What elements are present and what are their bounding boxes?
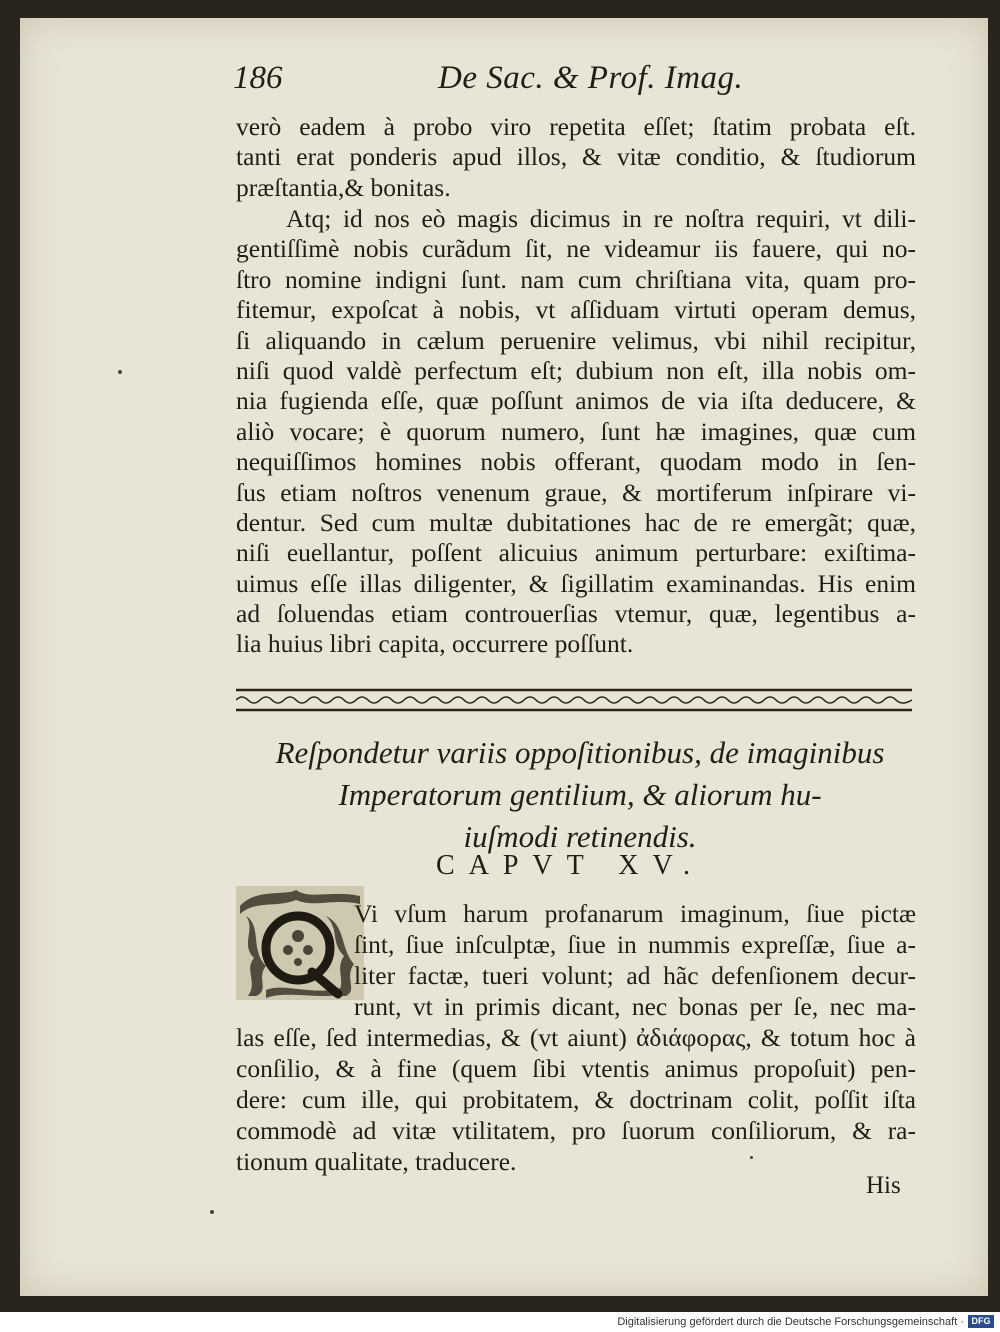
text-line: runt, vt in primis dicant, nec bonas per ſe, nec ma-: [354, 992, 916, 1021]
text-line: nequiſſimos homines nobis offerant, quodam modo in ſen-: [236, 447, 916, 477]
text-line: verò eadem à probo viro repetita eſſet; ſtatim probata eſt.: [236, 112, 916, 141]
footer-credit: Digitalisierung gefördert durch die Deutsche Forschungsgemeinschaft ·: [617, 1316, 964, 1328]
text-line: niſi euellantur, poſſent alicuius animum perturbare: exiſtima-: [236, 538, 916, 568]
dfg-logo: DFG: [968, 1315, 994, 1328]
book-page: [20, 18, 988, 1296]
catchword: His: [866, 1172, 901, 1199]
text-line: liter factæ, tueri volunt; ad hãc defenſionem decur-: [354, 961, 916, 990]
paragraph-continued: [236, 112, 916, 203]
chapter-heading: CAPVT XV.: [435, 850, 705, 881]
footer-bar: [0, 1312, 1000, 1332]
page-header: [20, 60, 988, 104]
text-line: dentur. Sed cum multæ dubitationes hac de re emergãt; quæ,: [236, 507, 916, 537]
paper-speck: [210, 1210, 214, 1214]
text-line: præſtantia,& bonitas.: [236, 172, 451, 202]
paper-speck: [118, 370, 122, 374]
text-line: nia fugienda eſſe, quæ poſſunt animos de via iſta deducere, &: [236, 386, 916, 416]
text-line: ſus etiam noſtros venenum graue, & mortiferum inſpirare vi-: [236, 477, 916, 507]
text-line: dere: cum ille, qui probitatem, & doctrinam colit, poſſit iſta: [236, 1085, 916, 1114]
text-line: fitemur, expoſcat à nobis, vt aſſiduam virtuti operam demus,: [236, 295, 916, 325]
ornamental-divider: [236, 688, 912, 712]
running-head: De Sac. & Prof. Imag.: [438, 60, 744, 96]
text-line: uimus eſſe illas diligenter, & ſigillatim examinandas. His enim: [236, 568, 916, 598]
text-line: Atq; id nos eò magis dicimus in re noſtra requiri, vt dili-: [286, 204, 916, 233]
text-line: tanti erat ponderis apud illos, & vitæ conditio, & ſtudiorum: [236, 142, 916, 172]
text-line: Vi vſum harum profanarum imaginum, ſiue pictæ: [354, 899, 916, 928]
paragraph-main: [236, 204, 916, 660]
paper-speck: [750, 1156, 753, 1159]
text-line: ſint, ſiue inſculptæ, ſiue in nummis expreſſæ, ſiue a-: [354, 930, 916, 959]
title-line: Imperatorum gentilium, & aliorum hu-: [338, 777, 822, 812]
text-line: niſi quod valdè perfectum eſt; dubium non eſt, illa nobis om-: [236, 355, 916, 385]
page-number: 186: [233, 60, 283, 96]
text-line: aliò vocare; è quorum numero, ſunt hæ imagines, quæ cum: [236, 416, 916, 446]
text-line: ſi aliquando in cælum peruenire velimus, vbi nihil recipitur,: [236, 325, 916, 355]
title-line: iuſmodi retinendis.: [463, 819, 697, 854]
text-line: ad ſoluendas etiam controuerſias vtemur, quæ, legentibus a-: [236, 599, 916, 629]
title-line: Reſpondetur variis oppoſitionibus, de imaginibus: [275, 735, 885, 770]
text-line: las eſſe, ſed intermedias, & (vt aiunt) ἀδιάφορας, & totum hoc à: [236, 1023, 916, 1052]
text-line: tionum qualitate, traducere.: [236, 1147, 517, 1176]
text-line: conſilio, & à fine (quem ſibi vtentis animus propoſuit) pen-: [236, 1054, 916, 1083]
text-line: lia huius libri capita, occurrere poſſunt.: [236, 629, 634, 659]
text-line: ſtro nomine indigni ſunt. nam cum chriſtiana vita, quam pro-: [236, 264, 916, 294]
text-line: gentiſſimè nobis curãdum ſit, ne videamur iis fauere, qui no-: [236, 234, 916, 264]
text-line: commodè ad vitæ vtilitatem, pro ſuorum conſiliorum, & ra-: [236, 1116, 916, 1145]
chapter-text: [236, 898, 916, 1177]
chapter-title: [220, 732, 940, 858]
